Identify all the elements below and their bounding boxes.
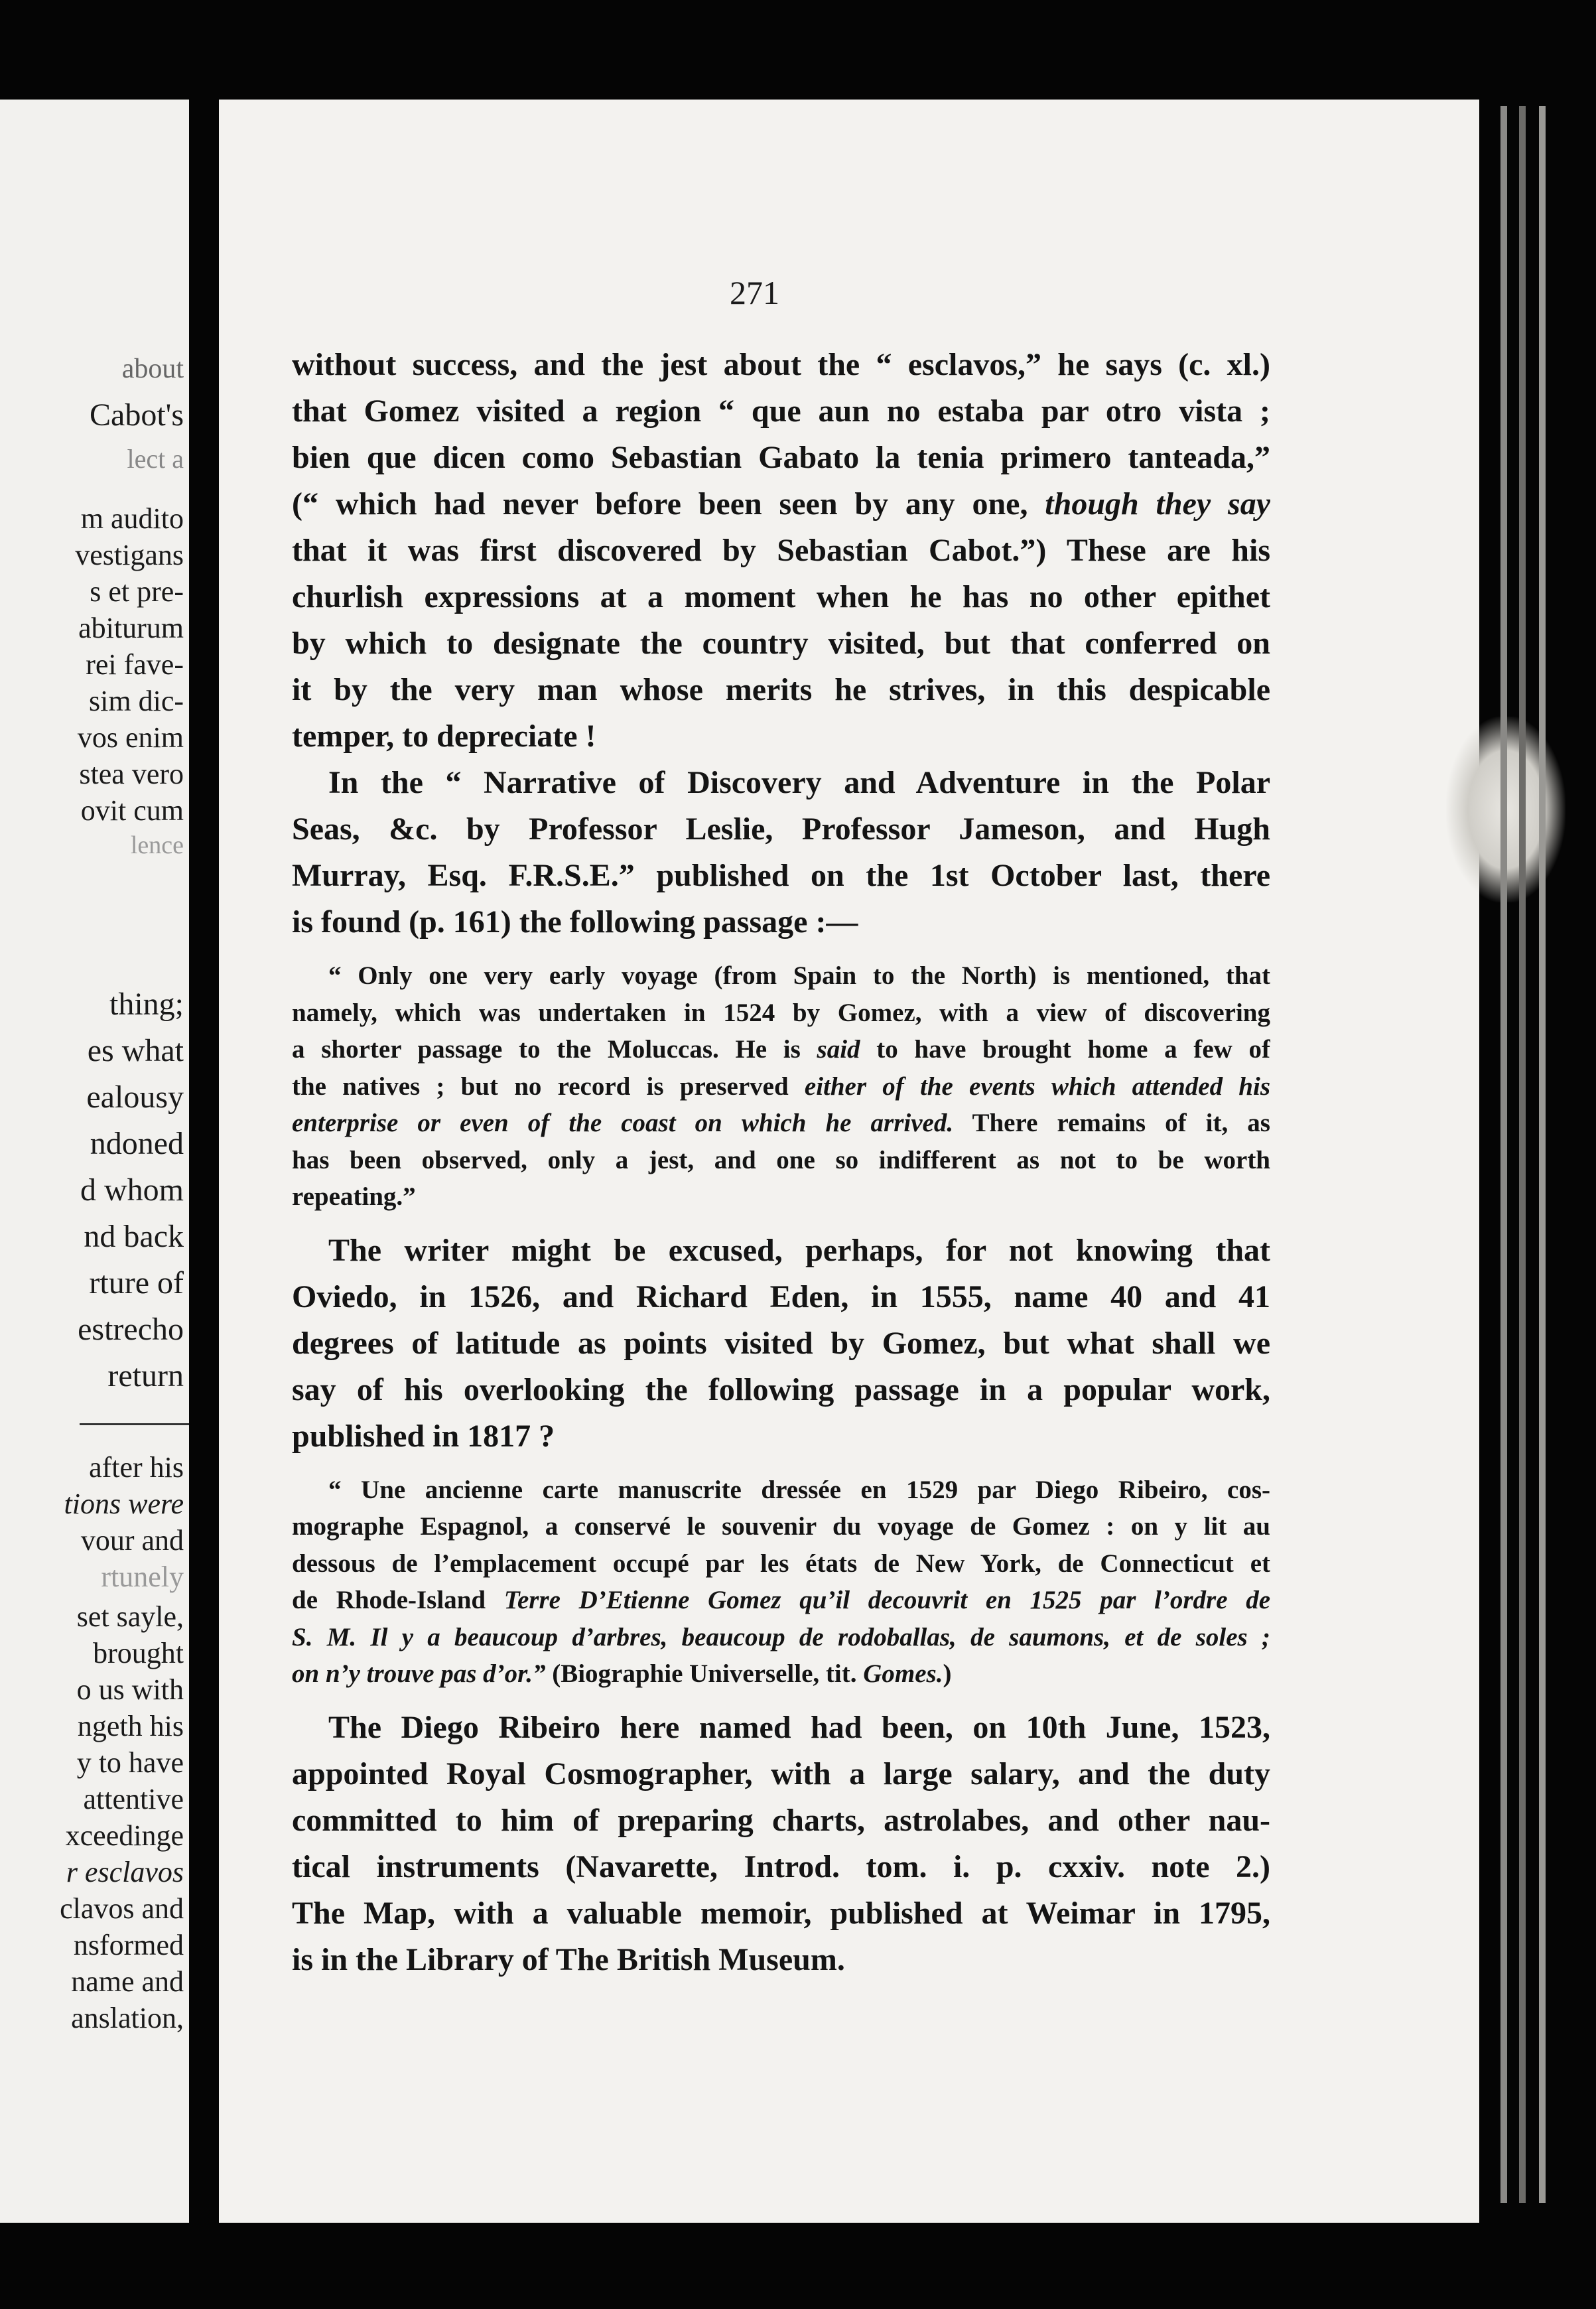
quote-line: namely, which was undertaken in 1524 by Gomez, with a view of discovering [292, 998, 1270, 1027]
paragraph-4 [292, 1705, 1270, 1983]
quote-line: “ Only one very early voyage (from Spain to the North) is mentioned, that [328, 961, 1270, 990]
fragment-line: brought [93, 1637, 184, 1669]
fragment-line: ealousy [86, 1080, 184, 1115]
quote-line: the natives ; but no record is preserved either of the events which attended his [292, 1072, 1270, 1101]
fragment-line: d whom [80, 1172, 184, 1208]
fragment-line: clavos and [60, 1892, 184, 1925]
quote-line: has been observed, only a jest, and one so indifferent as not to be worth [292, 1145, 1270, 1174]
quote-line: repeating.” [292, 1182, 416, 1211]
text-line: that it was first discovered by Sebastian Cabot.”) These are his [292, 533, 1270, 568]
text-line: temper, to depreciate ! [292, 719, 596, 754]
quote-line: “ Une ancienne carte manuscrite dressée en 1529 par Diego Ribeiro, cos- [328, 1475, 1270, 1504]
fragment-line: lence [130, 831, 184, 859]
text-line: that Gomez visited a region “ que aun no estaba par otro vista ; [292, 393, 1270, 429]
fragment-line: sim dic- [89, 685, 184, 717]
block-quote-2 [292, 1472, 1270, 1693]
facing-page-fragment [0, 100, 189, 2223]
page-edge [1539, 106, 1546, 2203]
page-number: 271 [730, 274, 779, 311]
fragment-line: y to have [76, 1746, 184, 1779]
fragment-line: nsformed [73, 1929, 184, 1961]
fragment-line: s et pre- [90, 575, 184, 608]
text-line: say of his overlooking the following passage in a popular work, [292, 1371, 1270, 1407]
quote-line: mographe Espagnol, a conservé le souvenir du voyage de Gomez : on y lit au [292, 1512, 1270, 1541]
fragment-line: abiturum [78, 612, 184, 644]
fragment-line: xceedinge [65, 1819, 184, 1852]
block-quote-1 [292, 957, 1270, 1216]
text-line: The Map, with a valuable memoir, published at Weimar in 1795, [292, 1895, 1270, 1931]
text-line: without success, and the jest about the “ esclavos,” he says (c. xl.) [292, 347, 1270, 382]
fragment-line: es what [87, 1033, 184, 1068]
fragment-line: anslation, [71, 2002, 184, 2034]
page-body [292, 342, 1270, 1983]
fragment-line: vour and [80, 1524, 184, 1557]
text-line: The writer might be excused, perhaps, for not knowing that [328, 1232, 1270, 1268]
quote-line: a shorter passage to the Moluccas. He is said to have brought home a few of [292, 1035, 1270, 1064]
fragment-line: attentive [83, 1783, 184, 1815]
text-line: by which to designate the country visited, but that conferred on [292, 626, 1270, 661]
fragment-line: vos enim [77, 721, 184, 754]
text-line: is found (p. 161) the following passage :— [292, 904, 858, 940]
fragment-line: ovit cum [80, 794, 184, 827]
quote-line: de Rhode-Island Terre D’Etienne Gomez qu’il decouvrit en 1525 par l’ordre de [292, 1586, 1270, 1614]
fragment-line: stea vero [79, 758, 184, 790]
fragment-line: estrecho [78, 1312, 184, 1347]
quote-line: on n’y trouve pas d’or.” (Biographie Universelle, tit. Gomes.) [292, 1659, 952, 1688]
text-line: committed to him of preparing charts, astrolabes, and other nau- [292, 1802, 1270, 1838]
paragraph-1 [292, 342, 1270, 760]
fragment-line: rture of [89, 1265, 184, 1300]
text-line: appointed Royal Cosmographer, with a large salary, and the duty [292, 1756, 1270, 1791]
text-line: Seas, &c. by Professor Leslie, Professor Jameson, and Hugh [292, 811, 1270, 847]
fragment-line: about [121, 354, 184, 384]
fragment-line: thing; [109, 987, 184, 1022]
fragment-line: o us with [76, 1673, 184, 1706]
text-line: The Diego Ribeiro here named had been, on 10th June, 1523, [328, 1709, 1270, 1745]
page-edge [1519, 106, 1526, 2203]
text-line: bien que dicen como Sebastian Gabato la tenia primero tanteada,” [292, 440, 1270, 475]
fragment-line: r esclavos [66, 1856, 184, 1888]
fragment-line: rtunely [101, 1561, 184, 1593]
fragment-line: ngeth his [77, 1710, 184, 1742]
fragment-line: lect a [127, 444, 184, 474]
text-line: degrees of latitude as points visited by Gomez, but what shall we [292, 1325, 1270, 1361]
text-line: (“ which had never before been seen by any one, though they say [292, 486, 1270, 522]
paragraph-3 [292, 1227, 1270, 1460]
fragment-line: rei fave- [86, 648, 184, 681]
quote-line: dessous de l’emplacement occupé par les états de New York, de Connecticut et [292, 1549, 1270, 1578]
fragment-line: nd back [84, 1219, 184, 1254]
fragment-line: ndoned [90, 1126, 184, 1161]
text-line: In the “ Narrative of Discovery and Adventure in the Polar [328, 765, 1270, 800]
text-line: it by the very man whose merits he strives, in this despicable [292, 672, 1270, 707]
fragment-line: m audito [80, 502, 184, 535]
quote-line: S. M. Il y a beaucoup d’arbres, beaucoup de rodoballas, de saumons, et de soles ; [292, 1622, 1270, 1651]
page-edge [1500, 106, 1507, 2203]
text-line: Oviedo, in 1526, and Richard Eden, in 1555, name 40 and 41 [292, 1279, 1270, 1314]
fragment-line: name and [71, 1965, 184, 1998]
text-line: Murray, Esq. F.R.S.E.” published on the 1st October last, there [292, 858, 1270, 893]
fragment-line: after his [89, 1451, 184, 1484]
fragment-line: vestigans [75, 539, 184, 571]
quote-line: enterprise or even of the coast on which he arrived. There remains of it, as [292, 1109, 1270, 1137]
fragment-line: tions were [64, 1488, 184, 1520]
fragment-line: Cabot's [90, 397, 184, 433]
footnote-rule [80, 1423, 189, 1425]
text-line: is in the Library of The British Museum. [292, 1941, 845, 1977]
text-line: tical instruments (Navarette, Introd. tom. i. p. cxxiv. note 2.) [292, 1849, 1270, 1884]
text-line: published in 1817 ? [292, 1418, 555, 1454]
fragment-line: return [107, 1358, 184, 1393]
text-line: churlish expressions at a moment when he has no other epithet [292, 579, 1270, 614]
fragment-line: set sayle, [76, 1600, 184, 1633]
paragraph-2 [292, 760, 1270, 945]
